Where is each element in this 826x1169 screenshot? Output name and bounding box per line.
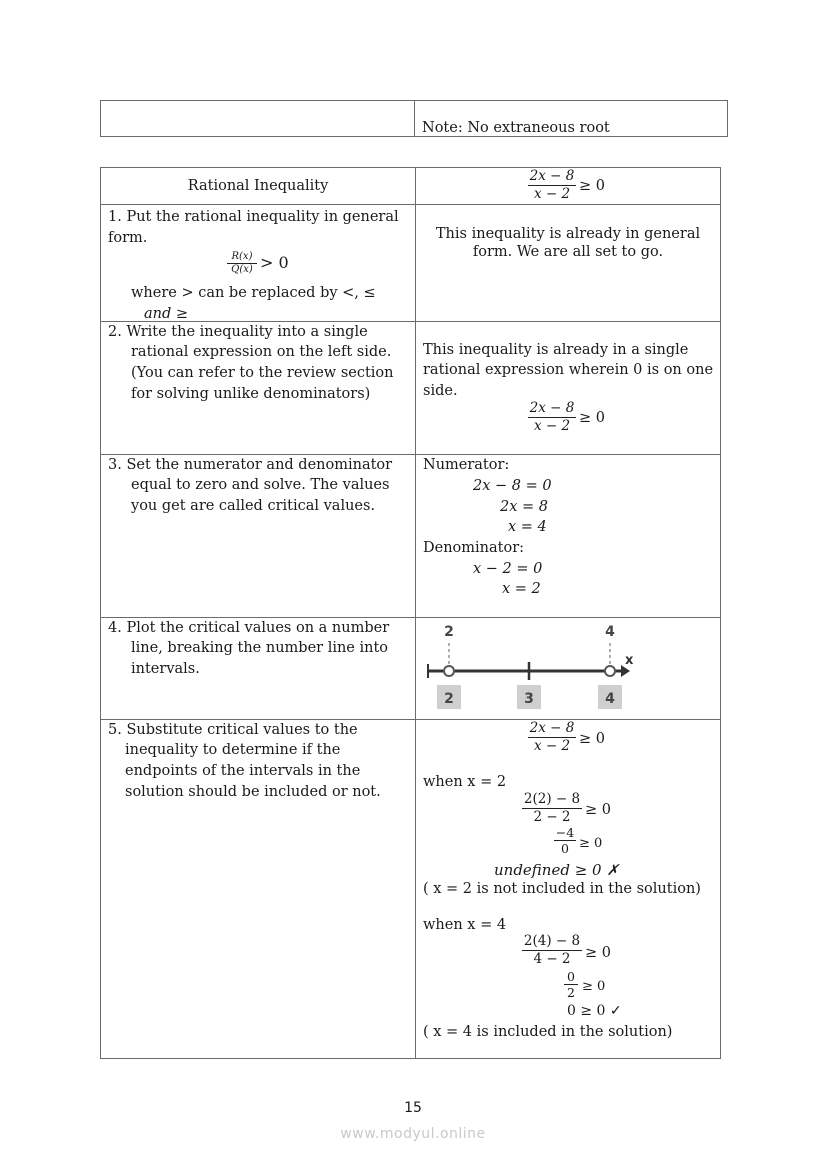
step2-line1: 2. Write the inequality into a single — [108, 324, 368, 340]
step5-main-relation: ≥ 0 — [579, 731, 605, 747]
step3-row — [101, 455, 721, 618]
step2-right1: This inequality is already in a single — [423, 342, 689, 358]
step1-line4: and ≥ — [144, 306, 189, 322]
step1-line1: 1. Put the rational inequality in general — [108, 209, 399, 225]
step2-right3: side. — [423, 383, 458, 399]
top-right-cell — [415, 101, 728, 137]
step4-line3: intervals. — [131, 661, 200, 677]
main-table — [100, 167, 721, 1059]
step2-line3: (You can refer to the review section — [131, 365, 394, 381]
step1-row — [101, 205, 721, 322]
eq-2x-8: 2x = 8 — [500, 499, 548, 515]
when-x-4: when x = 4 — [423, 917, 507, 933]
sub-2-fraction: $\frac{2(2) - 8}{2 - 2}$ — [523, 791, 581, 825]
sub-4-relation: ≥ 0 — [585, 945, 611, 961]
watermark: www.modyul.online — [340, 1126, 486, 1142]
critical-label-2: 2 — [444, 624, 454, 640]
sub-2-relation: ≥ 0 — [585, 802, 611, 818]
step4-row — [101, 618, 721, 720]
step3-line3: you get are called critical values. — [131, 498, 376, 514]
step3-line2: equal to zero and solve. The values — [131, 477, 390, 493]
numerator-label: Numerator: — [423, 457, 510, 473]
note-x-2: ( x = 2 is not included in the solution) — [423, 881, 701, 897]
eq-x-minus-2: x − 2 = 0 — [473, 561, 543, 577]
denominator-label: Denominator: — [423, 540, 525, 556]
step4-line2: line, breaking the number line into — [131, 640, 389, 656]
header-row — [101, 168, 721, 205]
step1-right1: This inequality is already in general — [435, 226, 701, 242]
step5-line3: endpoints of the intervals in the — [125, 763, 361, 779]
step2-right2: rational expression wherein 0 is on one — [423, 362, 714, 378]
sub-4-fraction: $\frac{2(4) - 8}{4 - 2}$ — [523, 933, 581, 967]
top-left-cell — [101, 101, 415, 137]
top-table — [100, 100, 728, 137]
header-fraction: $\frac{2x - 8}{x - 2}$ — [529, 168, 575, 202]
note-x-4: ( x = 4 is included in the solution) — [423, 1024, 673, 1040]
step2-fraction: $\frac{2x - 8}{x - 2}$ — [529, 400, 575, 434]
step5-row — [101, 720, 721, 1059]
step4-line1: 4. Plot the critical values on a number — [108, 620, 390, 636]
eq-x-4: x = 4 — [508, 519, 547, 535]
final-4-result: 0 ≥ 0 ✓ — [567, 1003, 622, 1019]
when-x-2: when x = 2 — [423, 774, 507, 790]
reduced-2-relation: ≥ 0 — [579, 836, 603, 851]
step5-line1: 5. Substitute critical values to the — [108, 722, 358, 738]
step5-line2: inequality to determine if the — [125, 742, 341, 758]
reduced-4-relation: ≥ 0 — [582, 979, 606, 994]
critical-label-4: 4 — [605, 624, 615, 640]
eq-2x-minus-8: 2x − 8 = 0 — [473, 478, 552, 494]
step1-fraction: $\frac{R(x)}{Q(x)}$ — [227, 251, 257, 276]
step1-line3: where > can be replaced by <, ≤ — [131, 285, 376, 301]
step1-relation: > 0 — [260, 253, 289, 272]
number-line — [416, 618, 720, 719]
page-number: 15 — [404, 1100, 422, 1116]
step2-relation: ≥ 0 — [579, 410, 605, 426]
step5-line4: solution should be included or not. — [125, 784, 381, 800]
header-left: Rational Inequality — [187, 178, 329, 194]
box-label-2: 2 — [444, 691, 454, 707]
step2-line4: for solving unlike denominators) — [131, 386, 371, 402]
eq-x-2: x = 2 — [502, 581, 541, 597]
step5-main-fraction: $\frac{2x - 8}{x - 2}$ — [529, 720, 575, 754]
header-relation: ≥ 0 — [579, 178, 605, 194]
undefined-result: undefined ≥ 0 ✗ — [494, 861, 619, 879]
box-label-3: 3 — [524, 691, 534, 707]
open-circle-4-icon — [605, 666, 615, 676]
reduced-4-fraction: $\frac{0}{2}$ — [564, 969, 578, 1000]
box-label-4: 4 — [605, 691, 615, 707]
reduced-2-fraction: $\frac{-4}{0}$ — [555, 825, 575, 856]
step3-line1: 3. Set the numerator and denominator — [108, 457, 393, 473]
step2-line2: rational expression on the left side. — [131, 344, 392, 360]
axis-label: x — [625, 653, 634, 668]
step1-right2: form. We are all set to go. — [472, 244, 664, 260]
step2-row — [101, 322, 721, 455]
open-circle-2-icon — [444, 666, 454, 676]
note-text: Note: No extraneous root — [422, 120, 610, 136]
step1-line2: form. — [108, 230, 148, 246]
